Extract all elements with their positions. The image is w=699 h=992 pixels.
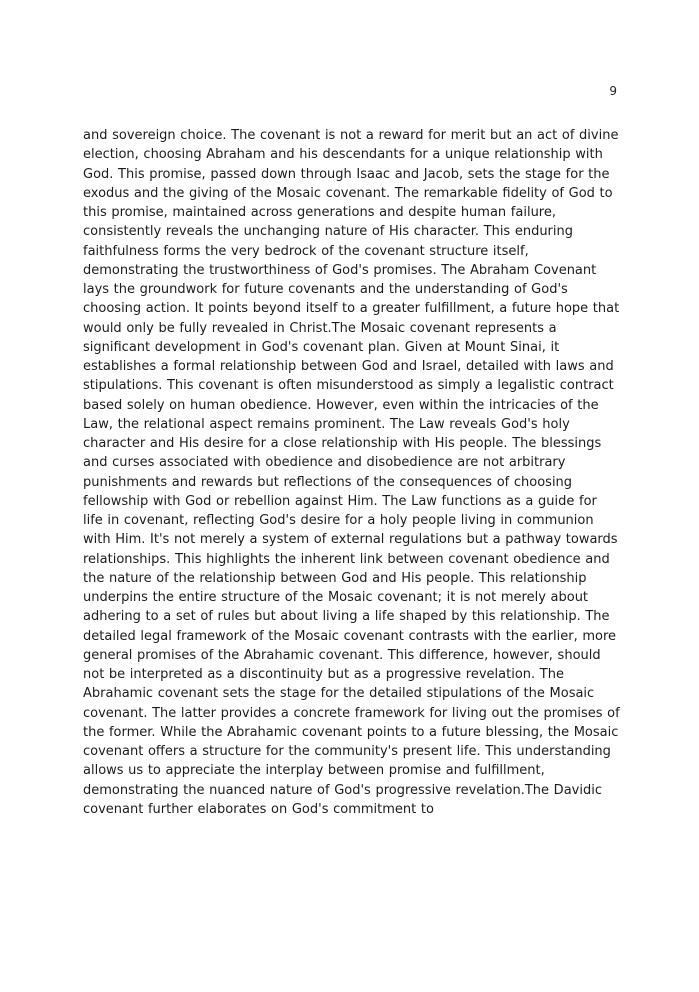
page-number: 9 [609,84,617,98]
body-paragraph: and sovereign choice. The covenant is not a reward for merit but an act of divine election, choosing Abraham and his descendants for a unique relationship with God. This promise, passed down through Isaac and Jacob, sets the stage for the exodus and the giving of the Mosaic covenant. The remarkable fidelity of God to this promise, maintained across generations and despite human failure, consistently reveals the unchanging nature of His character. This enduring faithfulness forms the very bedrock of the covenant structure itself, demonstrating the trustworthiness of God's promises. The Abraham Covenant lays the groundwork for future covenants and the understanding of God's choosing action. It points beyond itself to a greater fulfillment, a future hope that would only be fully revealed in Christ.The Mosaic covenant represents a significant development in God's covenant plan. Given at Mount Sinai, it establishes a formal relationship between God and Israel, detailed with laws and stipulations. This covenant is often misunderstood as simply a legalistic contract based solely on human obedience. However, even within the intricacies of the Law, the relational aspect remains prominent. The Law reveals God's holy character and His desire for a close relationship with His people. The blessings and curses associated with obedience and disobedience are not arbitrary punishments and rewards but reflections of the consequences of choosing fellowship with God or rebellion against Him. The Law functions as a guide for life in covenant, reflecting God's desire for a holy people living in communion with Him. It's not merely a system of external regulations but a pathway towards relationships. This highlights the inherent link between covenant obedience and the nature of the relationship between God and His people. This relationship underpins the entire structure of the Mosaic covenant; it is not merely about adhering to a set of rules but about living a life shaped by this relationship. The detailed legal framework of the Mosaic covenant contrasts with the earlier, more general promises of the Abrahamic covenant. This difference, however, should not be interpreted as a discontinuity but as a progressive revelation. The Abrahamic covenant sets the stage for the detailed stipulations of the Mosaic covenant. The latter provides a concrete framework for living out the promises of the former. While the Abrahamic covenant points to a future blessing, the Mosaic covenant offers a structure for the community's present life. This understanding allows us to appreciate the interplay between promise and fulfillment, demonstrating the nuanced nature of God's progressive revelation.The Davidic covenant further elaborates on God's commitment to [83,128,620,817]
